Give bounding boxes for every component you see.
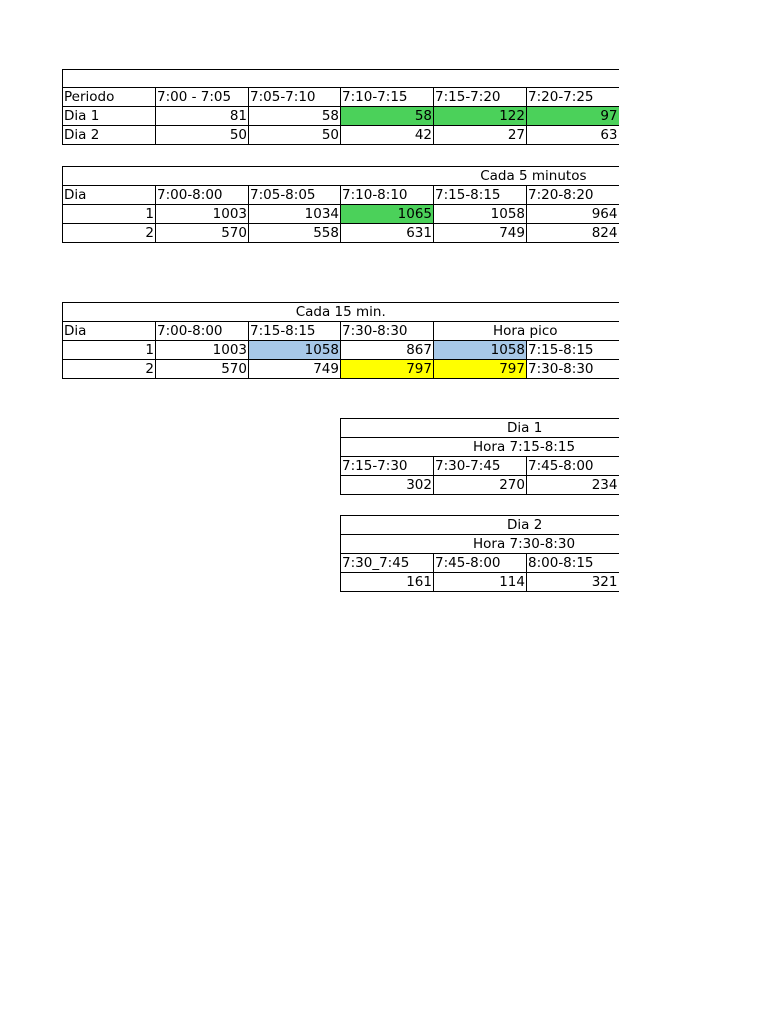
value-cell[interactable]: 81: [156, 107, 249, 126]
value-cell[interactable]: 558: [249, 224, 341, 243]
value-cell-highlighted[interactable]: 797: [341, 360, 434, 379]
value-cell[interactable]: 27: [434, 126, 527, 145]
header-cell[interactable]: 7:05-8:05: [249, 186, 341, 205]
table-title-cell[interactable]: Dia 2: [341, 516, 619, 535]
value-cell[interactable]: 964: [527, 205, 619, 224]
table-subtitle-cell[interactable]: Hora 7:30-8:30: [341, 535, 619, 554]
value-cell[interactable]: 1034: [249, 205, 341, 224]
value-cell[interactable]: 570: [156, 224, 249, 243]
header-cell[interactable]: 7:20-8:20: [527, 186, 619, 205]
value-cell[interactable]: 50: [156, 126, 249, 145]
value-cell[interactable]: 63: [527, 126, 619, 145]
value-cell[interactable]: 570: [156, 360, 249, 379]
table-title-cell[interactable]: Dia 1: [341, 419, 619, 438]
header-cell[interactable]: Periodo: [63, 88, 156, 107]
value-cell-highlighted[interactable]: 97: [527, 107, 619, 126]
table-title-row: [63, 167, 619, 186]
header-cell[interactable]: 7:15-8:15: [249, 322, 341, 341]
table-subtitle-row: [341, 535, 619, 554]
value-cell[interactable]: 824: [527, 224, 619, 243]
value-cell[interactable]: 234: [527, 476, 619, 495]
header-cell[interactable]: 7:45-8:00: [527, 457, 619, 476]
table-row: [63, 360, 619, 379]
header-cell[interactable]: 8:00-8:15: [527, 554, 619, 573]
header-cell[interactable]: Dia: [63, 322, 156, 341]
table-row: [63, 341, 619, 360]
value-cell[interactable]: 749: [249, 360, 341, 379]
value-cell[interactable]: 161: [341, 573, 434, 592]
row-label-cell[interactable]: 1: [63, 205, 156, 224]
header-cell[interactable]: 7:30-7:45: [434, 457, 527, 476]
table-header-row: [63, 88, 619, 107]
row-label-cell[interactable]: Dia 1: [63, 107, 156, 126]
table-title-row: [341, 516, 619, 535]
table-title-row: [63, 303, 619, 322]
rolling-15min-table: [62, 302, 619, 379]
header-cell[interactable]: 7:20-7:25: [527, 88, 619, 107]
header-cell[interactable]: 7:15-7:20: [434, 88, 527, 107]
value-cell-highlighted[interactable]: 58: [341, 107, 434, 126]
value-cell[interactable]: 50: [249, 126, 341, 145]
peak-value-cell[interactable]: 1058: [434, 341, 527, 360]
row-label-cell[interactable]: 2: [63, 224, 156, 243]
value-cell-highlighted[interactable]: 122: [434, 107, 527, 126]
table-header-row: [63, 322, 619, 341]
day2-breakdown-table: [340, 515, 619, 592]
value-cell[interactable]: 42: [341, 126, 434, 145]
table-title-row: [63, 70, 619, 88]
table-row: [341, 476, 619, 495]
value-cell[interactable]: 114: [434, 573, 527, 592]
table-title-cell[interactable]: [63, 70, 619, 88]
value-cell[interactable]: 749: [434, 224, 527, 243]
table-row: [63, 126, 619, 145]
table-header-row: [341, 457, 619, 476]
header-cell[interactable]: 7:10-7:15: [341, 88, 434, 107]
header-cell[interactable]: 7:45-8:00: [434, 554, 527, 573]
table-header-row: [341, 554, 619, 573]
rolling-5min-table: [62, 166, 619, 243]
row-label-cell[interactable]: 1: [63, 341, 156, 360]
value-cell[interactable]: 631: [341, 224, 434, 243]
row-label-cell[interactable]: 2: [63, 360, 156, 379]
value-cell-highlighted[interactable]: 1065: [341, 205, 434, 224]
header-cell[interactable]: 7:00-8:00: [156, 322, 249, 341]
peak-value-cell[interactable]: 797: [434, 360, 527, 379]
value-cell-highlighted[interactable]: 1058: [249, 341, 341, 360]
header-cell[interactable]: 7:30_7:45: [341, 554, 434, 573]
peak-hour-cell[interactable]: 7:30-8:30: [527, 360, 619, 379]
header-cell[interactable]: 7:05-7:10: [249, 88, 341, 107]
peak-hour-cell[interactable]: 7:15-8:15: [527, 341, 619, 360]
header-cell[interactable]: 7:00 - 7:05: [156, 88, 249, 107]
table-subtitle-cell[interactable]: Hora 7:15-8:15: [341, 438, 619, 457]
header-cell[interactable]: 7:00-8:00: [156, 186, 249, 205]
row-label-cell[interactable]: Dia 2: [63, 126, 156, 145]
value-cell[interactable]: 302: [341, 476, 434, 495]
value-cell[interactable]: 321: [527, 573, 619, 592]
value-cell[interactable]: 270: [434, 476, 527, 495]
table-row: [63, 224, 619, 243]
header-cell[interactable]: 7:30-8:30: [341, 322, 434, 341]
peak-hour-header-cell[interactable]: Hora pico: [434, 322, 619, 341]
value-cell[interactable]: 867: [341, 341, 434, 360]
table-row: [63, 107, 619, 126]
table-row: [63, 205, 619, 224]
header-cell[interactable]: 7:15-7:30: [341, 457, 434, 476]
day1-breakdown-table: [340, 418, 619, 495]
value-cell[interactable]: 1003: [156, 205, 249, 224]
header-cell[interactable]: Dia: [63, 186, 156, 205]
table-title-cell[interactable]: Cada 15 min.: [63, 303, 619, 322]
table-title-row: [341, 419, 619, 438]
table-row: [341, 573, 619, 592]
header-cell[interactable]: 7:15-8:15: [434, 186, 527, 205]
table-header-row: [63, 186, 619, 205]
value-cell[interactable]: 58: [249, 107, 341, 126]
value-cell[interactable]: 1058: [434, 205, 527, 224]
header-cell[interactable]: 7:10-8:10: [341, 186, 434, 205]
value-cell[interactable]: 1003: [156, 341, 249, 360]
table-title-cell[interactable]: Cada 5 minutos: [63, 167, 619, 186]
period-counts-table: [62, 69, 619, 145]
table-subtitle-row: [341, 438, 619, 457]
